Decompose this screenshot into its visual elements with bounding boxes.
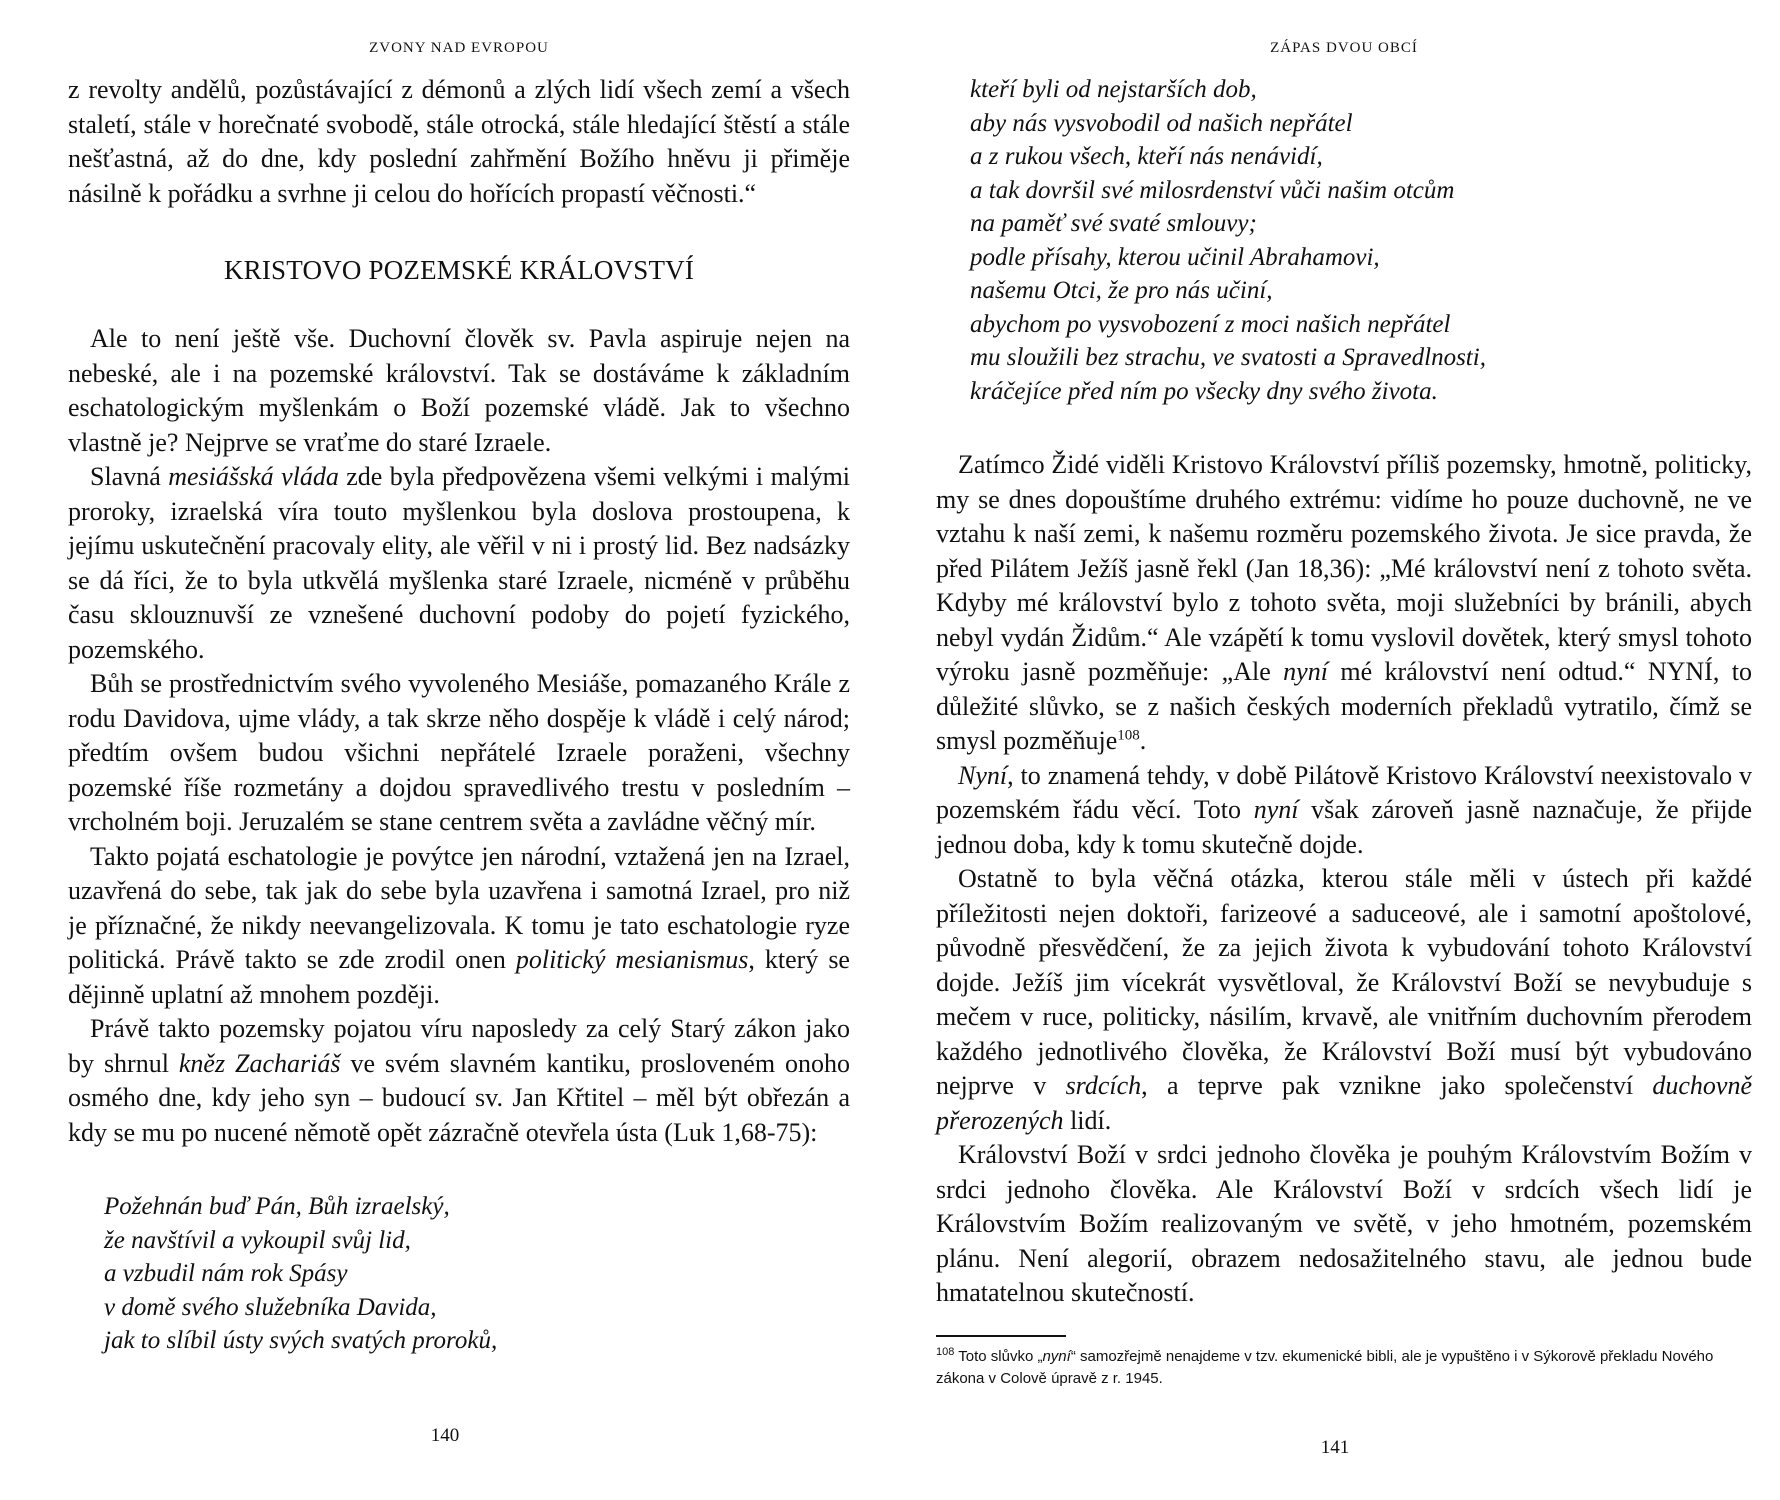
paragraph-4-text-a: Takto pojatá eschatologie je povýtce jen národní, vztažená jen na Izrael, uzavřená do sebe, tak jak do sebe byla uzavřena i samotná Izrael, pro niž je příznačné, že nikdy neevangelizovala. K tomu je tato eschatologie ryze politická. Právě takto se zde zrodil onen	[68, 841, 850, 975]
paragraph-5-text-b: ve svém slavném kantiku, prosloveném onoho osmého dne, kdy jeho syn – budoucí sv. Jan Křtitel – měl být obřezán a kdy se mu po nucené němotě opět zázračně otevřela ústa (Luk 1,68-75):	[68, 1048, 851, 1147]
right-paragraph-2-text-a: , to znamená tehdy, v době Pilátově Kristovo Království neexistovalo v pozemském řádu věcí. Toto	[936, 760, 1752, 825]
page-number-left: 140	[430, 1425, 460, 1446]
right-paragraph-1-text-c: .	[1139, 726, 1147, 756]
verse-line: mu sloužili bez strachu, ve svatosti a Spravedlnosti,	[970, 344, 1486, 371]
right-paragraph-1-text-b: mé království není odtud.“ NYNÍ, to důležité slůvko, se z našich českých moderních překladů vytratilo, čímž se smysl pozměňuje	[936, 657, 1752, 756]
right-paragraph-3-text-b: , a teprve pak vznikne jako společenství	[1141, 1071, 1653, 1101]
right-paragraph-4: Království Boží v srdci jednoho člověka je pouhým Královstvím Božím v srdci jednoho člověka. Ale Království Boží v srdcích všech lidí je Královstvím Božím realizovaným ve světě, v jeho hmotném, pozemském plánu. Není alegorií, obrazem nedosažitelného stavu, ale jednou bude hmatatelnou skutečností.	[936, 1140, 1752, 1308]
paragraph-5	[68, 1012, 850, 1150]
opening-paragraph: z revolty andělů, pozůstávající z démonů a zlých lidí všech zemí a všech staletí, stále v horečnaté svobodě, stále otrocká, stále hledající štěstí a stále nešťastná, až do dne, kdy poslední zahřmění Božího hněvu ji přiměje násilně k pořádku a svrhne ji celou do hořících propastí věčnosti.“	[68, 75, 850, 208]
footnote-text-b: “ samozřejmě nenajdeme v tzv. ekumenické bibli, ale je vypuštěno i v Sýkorově překladu Nového zákona v Colově úpravě z r. 1945.	[936, 1347, 1714, 1387]
right-paragraph-3-text-c: lidí.	[1063, 1105, 1112, 1135]
verse-line: kráčejíce před ním po všecky dny svého života.	[970, 377, 1438, 405]
right-paragraph-2	[936, 759, 1752, 863]
footnote-text-a: Toto slůvko „	[954, 1347, 1043, 1365]
right-paragraph-2-text-b: však zároveň jasně naznačuje, že přijde jednou doba, kdy k tomu skutečně dojde.	[936, 795, 1752, 859]
running-head-left: ZVONY NAD EVROPOU	[369, 40, 549, 56]
paragraph-4-text-b: , který se dějinně uplatní až mnohem později.	[68, 945, 850, 1009]
right-paragraph-2-emphasis-2: nyní	[1253, 795, 1299, 825]
right-paragraph-1	[936, 448, 1752, 759]
verse-line: abychom po vysvobození z moci našich nepřátel	[970, 310, 1451, 338]
verse-line: a z rukou všech, kteří nás nenávidí,	[970, 143, 1323, 170]
verse-line: Požehnán buď Pán, Bůh izraelský,	[104, 1193, 450, 1221]
verse-line: na paměť své svaté smlouvy;	[970, 210, 1257, 237]
right-paragraph-3-emphasis-1: srdcích	[1065, 1071, 1142, 1101]
verse-line: že navštívil a vykoupil svůj lid,	[104, 1226, 411, 1254]
paragraph-5-emphasis: kněz Zachariáš	[178, 1048, 341, 1078]
verse-line: aby nás vysvobodil od našich nepřátel	[970, 109, 1353, 137]
paragraph-4	[68, 840, 850, 1013]
right-paragraph-2-emphasis-1: Nyní	[958, 760, 1008, 790]
paragraph-4-emphasis: politický mesianismus	[515, 945, 749, 975]
footnote-reference: 108	[1117, 727, 1140, 744]
running-head-right: ZÁPAS DVOU OBCÍ	[1270, 40, 1418, 56]
verse-line: podle přísahy, kterou učinil Abrahamovi,	[970, 243, 1380, 271]
section-title: KRISTOVO POZEMSKÉ KRÁLOVSTVÍ	[223, 255, 695, 286]
canticle-verse-right	[936, 73, 1752, 408]
paragraph-2-text-b: zde byla předpovězena všemi velkými i malými proroky, izraelská víra touto myšlenkou byla doslova prostoupena, k jejímu uskutečnění pracovaly elity, ale věřil v ni i prostý lid. Bez nadsázky se dá říci, že to byla utkvělá myšlenka staré Izraele, nicméně v průběhu času sklouznuvší ze vznešené duchovní podoby do pojetí fyzického, pozemského.	[68, 462, 851, 664]
page-number-right: 141	[1320, 1437, 1350, 1458]
paragraph-2	[68, 460, 850, 667]
paragraph-2-emphasis: mesiášská vláda	[168, 462, 339, 492]
footnote	[936, 1345, 1752, 1390]
paragraph-5-text-a: Právě takto pozemsky pojatou víru naposledy za celý Starý zákon jako by shrnul	[68, 1014, 850, 1078]
right-paragraph-1-emphasis: nyní	[1283, 657, 1328, 687]
verse-line: našemu Otci, že pro nás učiní,	[970, 277, 1273, 304]
right-paragraph-3-text-a: Ostatně to byla věčná otázka, kterou stále měli v ústech při každé příležitosti nejen doktoři, farizeové a saduceové, ale i samotní apoštolové, původně přesvědčení, že za jejich života k vybudování tohoto Království dojde. Ježíš jim vícekrát vysvětloval, že Království Boží se nevybuduje s mečem v ruce, politicky, násilím, krvavě, ale vnitřním duchovním přerodem každého jednotlivého člověka, že Království Boží musí být vybudováno nejprve v	[936, 864, 1752, 1101]
canticle-verse-left	[68, 1190, 850, 1358]
footnote-mark: 108	[936, 1345, 955, 1358]
footnote-emphasis: nyní	[1042, 1347, 1071, 1365]
right-paragraph-3-emphasis-2: duchovně přerozených	[936, 1071, 1752, 1135]
verse-line: a tak dovršil své milosrdenství vůči našim otcům	[970, 176, 1455, 204]
right-paragraph-3	[936, 862, 1752, 1138]
paragraph-1: Ale to není ještě vše. Duchovní člověk sv. Pavla aspiruje nejen na nebeské, ale i na pozemské království. Tak se dostáváme k základním eschatologickým myšlenkám o Boží pozemské vládě. Jak to všechno vlastně je? Nejprve se vraťme do staré Izraele.	[68, 324, 850, 457]
verse-line: a vzbudil nám rok Spásy	[104, 1260, 348, 1288]
paragraph-3: Bůh se prostřednictvím svého vyvoleného Mesiáše, pomazaného Krále z rodu Davidova, ujme vlády, a tak skrze něho dospěje k vládě i celý národ; předtím ovšem budou všichni nepřátelé Izraele poraženi, všechny pozemské říše rozmetány a dojdou spravedlivého trestu v posledním – vrcholném boji. Jeruzalém se stane centrem světa a zavládne věčný mír.	[68, 669, 850, 837]
verse-line: kteří byli od nejstarších dob,	[970, 76, 1257, 103]
verse-line: v domě svého služebníka Davida,	[104, 1293, 437, 1321]
verse-line: jak to slíbil ústy svých svatých proroků,	[104, 1327, 498, 1355]
footnote-rule	[936, 1335, 1066, 1337]
right-paragraph-1-text-a: Zatímco Židé viděli Kristovo Království příliš pozemsky, hmotně, politicky, my se dnes dopouštíme druhého extrému: vidíme ho pouze duchovně, ne ve vztahu k naší zemi, k našemu rozměru pozemského života. Je sice pravda, že před Pilátem Ježíš jasně řekl (Jan 18,36): „Mé království není z tohoto světa. Kdyby mé království bylo z tohoto světa, moji služebníci by bránili, abych nebyl vydán Židům.“ Ale vzápětí k tomu vyslovil dovětek, který smysl tohoto výroku jasně pozměňuje: „Ale	[936, 450, 1752, 687]
right-page	[890, 0, 1780, 1500]
paragraph-2-text-a: Slavná	[90, 462, 169, 492]
